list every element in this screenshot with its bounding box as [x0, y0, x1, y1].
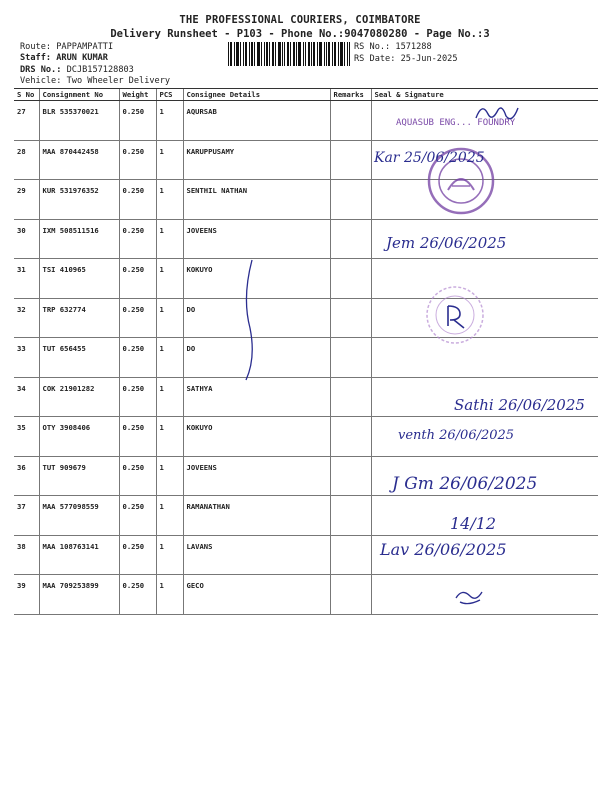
cell-weight: 0.250	[119, 140, 156, 180]
cell-sno: 36	[14, 456, 39, 496]
cell-consignment: TUT 656455	[39, 338, 119, 378]
table-row	[14, 338, 598, 378]
barcode-bar	[230, 42, 232, 66]
cell-sno: 38	[14, 535, 39, 575]
cell-pcs: 1	[156, 298, 183, 338]
cell-remarks	[330, 298, 371, 338]
signature-row-35: venth 26/06/2025	[398, 428, 515, 443]
rs-no-value: 1571288	[395, 42, 432, 52]
barcode-bar	[326, 42, 327, 66]
table-row	[14, 180, 598, 220]
cell-weight: 0.250	[119, 298, 156, 338]
cell-weight: 0.250	[119, 456, 156, 496]
cell-remarks	[330, 535, 371, 575]
cell-pcs: 1	[156, 575, 183, 615]
barcode-bar	[261, 42, 262, 66]
cell-pcs: 1	[156, 338, 183, 378]
barcode-bar	[344, 42, 345, 66]
barcode-bar	[290, 42, 291, 66]
cell-consignee: DO	[183, 298, 330, 338]
cell-pcs: 1	[156, 535, 183, 575]
rs-date-value: 25-Jun-2025	[400, 54, 458, 64]
barcode	[228, 42, 350, 66]
runsheet-title: Delivery Runsheet - P103 - Phone No.:9047080280 - Page No.:3	[110, 28, 490, 40]
cell-consignee: SENTHIL NATHAN	[183, 180, 330, 220]
table-row	[14, 575, 598, 615]
barcode-bar	[349, 42, 350, 66]
runsheet-table	[14, 88, 598, 615]
cell-remarks	[330, 140, 371, 180]
cell-sno: 35	[14, 417, 39, 457]
cell-sno: 39	[14, 575, 39, 615]
table-row	[14, 259, 598, 299]
cell-consignment: MAA 870442458	[39, 140, 119, 180]
cell-sno: 30	[14, 219, 39, 259]
col-sno: S No	[14, 89, 39, 101]
cell-weight: 0.250	[119, 259, 156, 299]
cell-consignee: AQURSAB	[183, 101, 330, 141]
barcode-bar	[282, 42, 283, 66]
vehicle-line	[20, 76, 170, 87]
barcode-bar	[319, 42, 322, 66]
cell-consignment: OTY 3908406	[39, 417, 119, 457]
cell-weight: 0.250	[119, 417, 156, 457]
cell-consignee: RAMANATHAN	[183, 496, 330, 536]
barcode-bar	[296, 42, 297, 66]
cell-consignment: KUR 531976352	[39, 180, 119, 220]
cell-remarks	[330, 456, 371, 496]
cell-consignment: TSI 410965	[39, 259, 119, 299]
cell-consignment: BLR 535370021	[39, 101, 119, 141]
drs-value: DCJB157128803	[66, 65, 134, 75]
rs-no-line	[354, 42, 432, 53]
barcode-bar	[284, 42, 285, 66]
cell-sno: 29	[14, 180, 39, 220]
table-row	[14, 140, 598, 180]
cell-weight: 0.250	[119, 338, 156, 378]
cell-pcs: 1	[156, 259, 183, 299]
cell-pcs: 1	[156, 101, 183, 141]
table-row	[14, 535, 598, 575]
cell-consignee: JOVEENS	[183, 456, 330, 496]
cell-consignment: TUT 909679	[39, 456, 119, 496]
barcode-bar	[305, 42, 306, 66]
cell-consignee: KOKUYO	[183, 417, 330, 457]
barcode-bar	[347, 42, 348, 66]
company-title: THE PROFESSIONAL COURIERS, COIMBATORE	[179, 14, 421, 26]
barcode-bar	[278, 42, 281, 66]
barcode-bar	[257, 42, 260, 66]
ditto-bracket-line	[236, 258, 258, 382]
barcode-bar	[243, 42, 244, 66]
signature-row-37: 14/12	[450, 514, 497, 533]
faded-seal-stamp	[424, 284, 486, 346]
cell-consignment: IXM 508511516	[39, 219, 119, 259]
cell-remarks	[330, 575, 371, 615]
barcode-bar	[298, 42, 301, 66]
col-pcs: PCS	[156, 89, 183, 101]
route-line	[20, 42, 113, 53]
cell-sno: 27	[14, 101, 39, 141]
cell-consignee: KOKUYO	[183, 259, 330, 299]
cell-consignee: SATHYA	[183, 377, 330, 417]
cell-pcs: 1	[156, 496, 183, 536]
barcode-bar	[303, 42, 304, 66]
cell-remarks	[330, 338, 371, 378]
table-header-row	[14, 89, 598, 101]
staff-label: Staff:	[20, 53, 52, 63]
route-value: PAPPAMPATTI	[56, 42, 114, 52]
cell-remarks	[330, 219, 371, 259]
cell-consignment: MAA 709253899	[39, 575, 119, 615]
cell-consignment: TRP 632774	[39, 298, 119, 338]
barcode-bar	[264, 42, 265, 66]
table-row	[14, 298, 598, 338]
barcode-bar	[313, 42, 315, 66]
barcode-bar	[275, 42, 276, 66]
cell-remarks	[330, 417, 371, 457]
signature-row-28: Kar 25/06/2025	[374, 150, 485, 166]
cell-pcs: 1	[156, 180, 183, 220]
cell-consignment: MAA 108763141	[39, 535, 119, 575]
drs-label: DRS No.:	[20, 65, 62, 75]
cell-remarks	[330, 377, 371, 417]
cell-sno: 31	[14, 259, 39, 299]
signature-row-38: Lav 26/06/2025	[380, 540, 507, 559]
cell-pcs: 1	[156, 456, 183, 496]
cell-consignee: GECO	[183, 575, 330, 615]
barcode-bar	[272, 42, 274, 66]
staff-line	[20, 53, 108, 64]
cell-weight: 0.250	[119, 496, 156, 536]
vehicle-label: Vehicle:	[20, 76, 62, 86]
cell-remarks	[330, 180, 371, 220]
col-seal-signature: Seal & Signature	[371, 89, 598, 101]
signature-row-36: J Gm 26/06/2025	[392, 474, 538, 494]
vehicle-value: Two Wheeler Delivery	[66, 76, 171, 86]
staff-value: ARUN KUMAR	[56, 53, 108, 63]
cell-sno: 34	[14, 377, 39, 417]
cell-pcs: 1	[156, 377, 183, 417]
barcode-bar	[332, 42, 333, 66]
rs-date-line	[354, 54, 458, 65]
col-consignment: Consignment No	[39, 89, 119, 101]
cell-pcs: 1	[156, 417, 183, 457]
table-row	[14, 219, 598, 259]
cell-consignee: KARUPPUSAMY	[183, 140, 330, 180]
signature-row-34: Sathi 26/06/2025	[454, 396, 585, 414]
barcode-bar	[308, 42, 310, 66]
barcode-bar	[254, 42, 255, 66]
signature-row-30: Jem 26/06/2025	[386, 234, 507, 252]
cell-weight: 0.250	[119, 535, 156, 575]
cell-pcs: 1	[156, 219, 183, 259]
cell-consignment: MAA 577098559	[39, 496, 119, 536]
cell-consignment: COK 21901282	[39, 377, 119, 417]
barcode-bar	[269, 42, 270, 66]
cell-sno: 37	[14, 496, 39, 536]
barcode-bar	[324, 42, 325, 66]
barcode-bar	[249, 42, 250, 66]
cell-weight: 0.250	[119, 575, 156, 615]
cell-consignee: JOVEENS	[183, 219, 330, 259]
cell-weight: 0.250	[119, 180, 156, 220]
col-consignee: Consignee Details	[183, 89, 330, 101]
rs-no-label: RS No.:	[354, 42, 391, 52]
rs-date-label: RS Date:	[354, 54, 396, 64]
cell-weight: 0.250	[119, 101, 156, 141]
barcode-bar	[293, 42, 295, 66]
barcode-bar	[228, 42, 229, 66]
cell-weight: 0.250	[119, 377, 156, 417]
barcode-bar	[251, 42, 253, 66]
cell-sno: 33	[14, 338, 39, 378]
barcode-bar	[266, 42, 268, 66]
barcode-bar	[334, 42, 336, 66]
barcode-bar	[311, 42, 312, 66]
barcode-bar	[245, 42, 247, 66]
cell-sno: 32	[14, 298, 39, 338]
signature-row-39	[452, 584, 486, 606]
cell-consignee: DO	[183, 338, 330, 378]
cell-consignee: LAVANS	[183, 535, 330, 575]
barcode-bar	[287, 42, 289, 66]
route-label: Route:	[20, 42, 52, 52]
signature-row-27	[472, 100, 522, 126]
barcode-bar	[236, 42, 239, 66]
barcode-bar	[317, 42, 318, 66]
barcode-bar	[338, 42, 339, 66]
barcode-bar	[240, 42, 241, 66]
company-stamp-text: AQUASUB ENG... FOUNDRY	[396, 118, 516, 128]
cell-pcs: 1	[156, 140, 183, 180]
col-remarks: Remarks	[330, 89, 371, 101]
cell-remarks	[330, 496, 371, 536]
cell-remarks	[330, 101, 371, 141]
cell-remarks	[330, 259, 371, 299]
drs-line	[20, 65, 134, 76]
barcode-bar	[328, 42, 330, 66]
barcode-bar	[234, 42, 235, 66]
barcode-bar	[340, 42, 343, 66]
col-weight: Weight	[119, 89, 156, 101]
table-row	[14, 496, 598, 536]
cell-weight: 0.250	[119, 219, 156, 259]
cell-sno: 28	[14, 140, 39, 180]
